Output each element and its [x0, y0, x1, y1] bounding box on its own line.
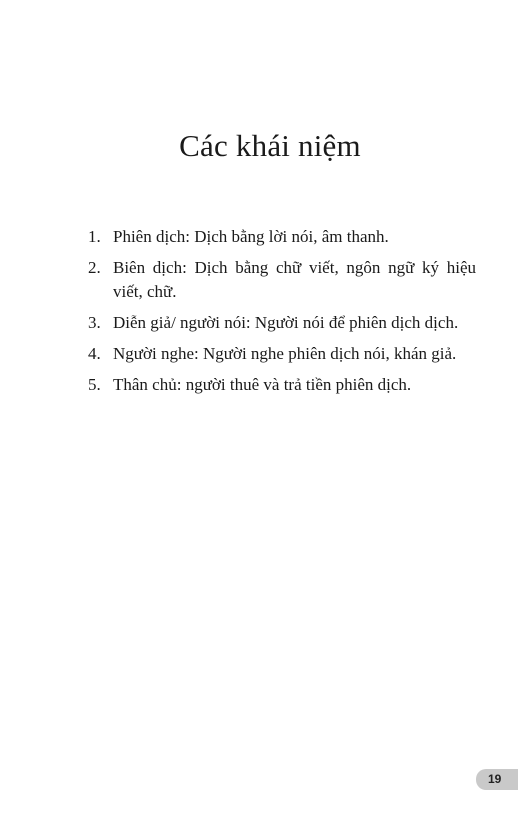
list-item	[88, 373, 476, 397]
list-item	[88, 225, 476, 249]
list-item	[88, 256, 476, 304]
list-item-number: 1.	[88, 227, 101, 246]
list-item-number: 4.	[88, 344, 101, 363]
list-item-number: 3.	[88, 313, 101, 332]
list-item-text: Thân chủ: người thuê và trả tiền phiên dịch.	[113, 375, 412, 394]
page-title: Các khái niệm	[179, 128, 361, 163]
list-item-number: 5.	[88, 375, 101, 394]
list-item-text: Diễn giả/ người nói: Người nói để phiên dịch dịch.	[113, 313, 459, 332]
definitions-list	[88, 225, 476, 404]
list-item-text: Phiên dịch: Dịch bằng lời nói, âm thanh.	[113, 227, 389, 246]
list-item-number: 2.	[88, 258, 101, 277]
list-item-text: Biên dịch: Dịch bằng chữ viết, ngôn ngữ ký hiệu viết, chữ.	[113, 258, 476, 301]
page-number-tab	[476, 769, 518, 790]
page-number: 19	[488, 772, 502, 786]
list-item	[88, 311, 476, 335]
list-item	[88, 342, 476, 366]
list-item-text: Người nghe: Người nghe phiên dịch nói, khán giả.	[113, 344, 457, 363]
